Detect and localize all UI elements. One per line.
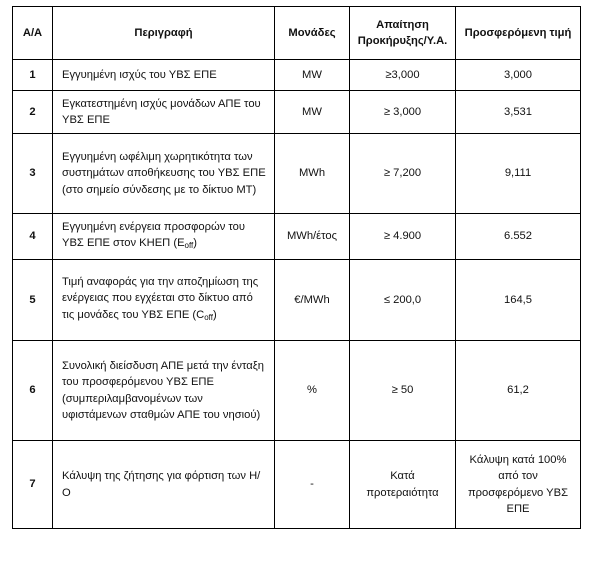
row-description [53, 214, 275, 260]
row-units: MWh/έτος [275, 214, 350, 260]
specs-table [12, 6, 581, 529]
row-description: Εγγυημένη ισχύς του ΥΒΣ ΕΠΕ [53, 60, 275, 91]
row-offered: 164,5 [456, 260, 581, 341]
row-number: 5 [13, 260, 53, 341]
header-requirement: Απαίτηση Προκήρυξης/Υ.Α. [350, 7, 456, 60]
row-units: €/MWh [275, 260, 350, 341]
row-description-end: ) [212, 308, 217, 321]
table-row [13, 134, 581, 214]
row-units: MWh [275, 134, 350, 214]
row-offered: Κάλυψη κατά 100% από τον προσφερόμενο ΥΒΣ ΕΠΕ [456, 441, 581, 529]
row-requirement: ≥ 7,200 [350, 134, 456, 214]
table-row [13, 260, 581, 341]
table-row [13, 91, 581, 134]
row-number: 2 [13, 91, 53, 134]
row-offered: 9,111 [456, 134, 581, 214]
row-requirement: ≥3,000 [350, 60, 456, 91]
row-description-subscript: off [204, 312, 213, 322]
table-row [13, 214, 581, 260]
header-units: Μονάδες [275, 7, 350, 60]
table-body [13, 60, 581, 529]
table-row [13, 441, 581, 529]
row-requirement: ≥ 4.900 [350, 214, 456, 260]
row-number: 3 [13, 134, 53, 214]
table-header [13, 7, 581, 60]
row-description: Συνολική διείσδυση ΑΠΕ μετά την ένταξη του προσφερόμενου ΥΒΣ ΕΠΕ (συμπεριλαμβανομένων των υφιστάμενων σταθμών ΑΠΕ του νησιού) [53, 341, 275, 441]
header-row [13, 7, 581, 60]
row-offered: 6.552 [456, 214, 581, 260]
header-offered: Προσφερόμενη τιμή [456, 7, 581, 60]
row-description-end: ) [193, 237, 198, 249]
row-units: MW [275, 60, 350, 91]
row-requirement: ≤ 200,0 [350, 260, 456, 341]
row-requirement: Κατά προτεραιότητα [350, 441, 456, 529]
row-description [53, 260, 275, 341]
row-description: Εγγυημένη ωφέλιμη χωρητικότητα των συστημάτων αποθήκευσης του ΥΒΣ ΕΠΕ (στο σημείο σύνδεσης με το δίκτυο ΜΤ) [53, 134, 275, 214]
row-units: MW [275, 91, 350, 134]
header-aa: Α/Α [13, 7, 53, 60]
row-offered: 61,2 [456, 341, 581, 441]
row-requirement: ≥ 3,000 [350, 91, 456, 134]
row-number: 1 [13, 60, 53, 91]
row-description-subscript: off [184, 241, 194, 250]
row-description-text: Τιμή αναφοράς για την αποζημίωση της ενέργειας που εγχέεται στο δίκτυο από τις μονάδες του ΥΒΣ ΕΠΕ (C [62, 275, 259, 321]
table-row [13, 341, 581, 441]
row-number: 7 [13, 441, 53, 529]
table-row [13, 60, 581, 91]
row-description: Κάλυψη της ζήτησης για φόρτιση των Η/Ο [53, 441, 275, 529]
row-number: 4 [13, 214, 53, 260]
row-description-text: Εγγυημένη ενέργεια προσφορών του ΥΒΣ ΕΠΕ στον ΚΗΕΠ (E [62, 220, 246, 249]
row-units: - [275, 441, 350, 529]
document-page [12, 6, 581, 529]
row-number: 6 [13, 341, 53, 441]
header-description: Περιγραφή [53, 7, 275, 60]
row-offered: 3,531 [456, 91, 581, 134]
row-requirement: ≥ 50 [350, 341, 456, 441]
row-description: Εγκατεστημένη ισχύς μονάδων ΑΠΕ του ΥΒΣ ΕΠΕ [53, 91, 275, 134]
row-offered: 3,000 [456, 60, 581, 91]
row-units: % [275, 341, 350, 441]
